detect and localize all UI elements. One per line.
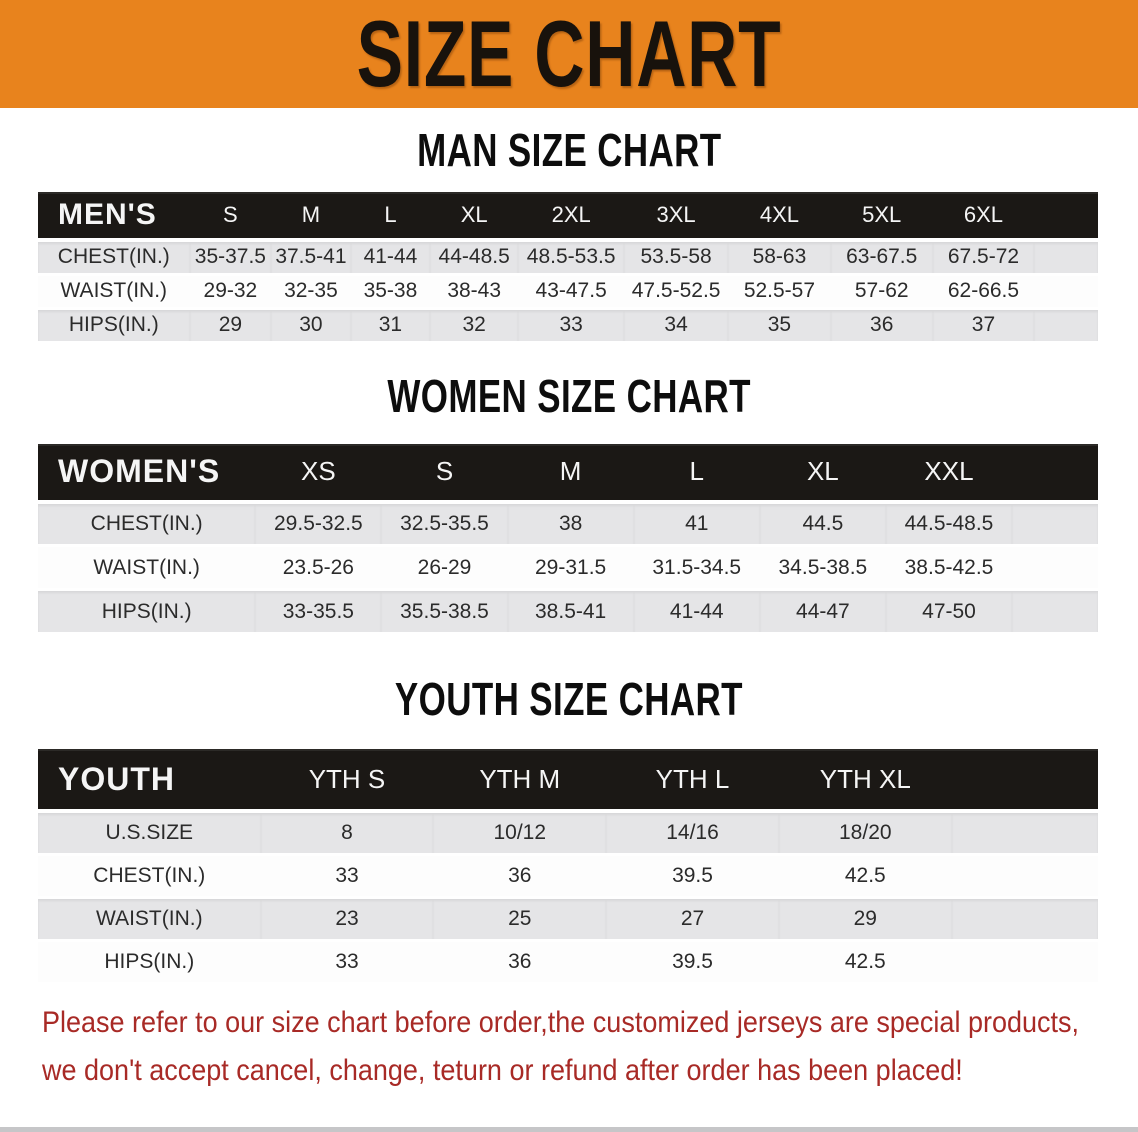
- row-label: WAIST(IN.): [38, 546, 255, 590]
- row-label: CHEST(IN.): [38, 240, 190, 274]
- size-value-cell: 41: [634, 502, 760, 546]
- spacer-cell: [952, 749, 1098, 811]
- women-section-heading: [0, 369, 1138, 422]
- size-value-cell: 31.5-34.5: [634, 546, 760, 590]
- size-value-cell: 32-35: [271, 274, 351, 308]
- spacer-cell: [1012, 590, 1098, 634]
- column-header: 3XL: [624, 192, 728, 240]
- table-row: [38, 854, 1098, 897]
- size-value-cell: 25: [433, 897, 606, 940]
- size-value-cell: 36: [433, 940, 606, 983]
- women-size-table: [38, 444, 1098, 636]
- disclaimer-line-2: [42, 1047, 1138, 1095]
- size-value-cell: 67.5-72: [933, 240, 1035, 274]
- size-value-cell: 29: [190, 308, 272, 342]
- column-header: 6XL: [933, 192, 1035, 240]
- men-section-heading: [0, 126, 1138, 174]
- size-value-cell: 32.5-35.5: [381, 502, 507, 546]
- size-value-cell: 58-63: [728, 240, 831, 274]
- table-row: [38, 590, 1098, 634]
- size-value-cell: 41-44: [634, 590, 760, 634]
- size-value-cell: 29.5-32.5: [255, 502, 381, 546]
- size-value-cell: 53.5-58: [624, 240, 728, 274]
- banner-title: SIZE CHART: [356, 1, 782, 106]
- size-value-cell: 47-50: [886, 590, 1012, 634]
- size-value-cell: 33: [261, 940, 434, 983]
- size-value-cell: 38.5-41: [508, 590, 634, 634]
- column-header: 5XL: [831, 192, 933, 240]
- size-value-cell: 36: [433, 854, 606, 897]
- spacer-cell: [1012, 502, 1098, 546]
- size-value-cell: 18/20: [779, 811, 952, 854]
- size-value-cell: 43-47.5: [518, 274, 624, 308]
- size-value-cell: 33: [261, 854, 434, 897]
- spacer-cell: [952, 811, 1098, 854]
- size-value-cell: 48.5-53.5: [518, 240, 624, 274]
- size-value-cell: 30: [271, 308, 351, 342]
- size-value-cell: 34: [624, 308, 728, 342]
- youth-header-row: [38, 749, 1098, 811]
- size-value-cell: 29-31.5: [508, 546, 634, 590]
- column-header: XL: [430, 192, 518, 240]
- size-value-cell: 42.5: [779, 854, 952, 897]
- spacer-cell: [1034, 192, 1098, 240]
- size-value-cell: 35.5-38.5: [381, 590, 507, 634]
- disclaimer-line-1: [42, 999, 1138, 1047]
- size-value-cell: 29-32: [190, 274, 272, 308]
- size-value-cell: 62-66.5: [933, 274, 1035, 308]
- size-value-cell: 38.5-42.5: [886, 546, 1012, 590]
- women-heading-text: WOMEN SIZE CHART: [387, 369, 751, 422]
- size-value-cell: 31: [351, 308, 431, 342]
- size-value-cell: 34.5-38.5: [760, 546, 886, 590]
- table-row: [38, 546, 1098, 590]
- row-label: U.S.SIZE: [38, 811, 261, 854]
- size-value-cell: 32: [430, 308, 518, 342]
- row-label: CHEST(IN.): [38, 854, 261, 897]
- size-value-cell: 10/12: [433, 811, 606, 854]
- spacer-cell: [1012, 444, 1098, 502]
- row-label: CHEST(IN.): [38, 502, 255, 546]
- size-value-cell: 35-38: [351, 274, 431, 308]
- table-row: [38, 502, 1098, 546]
- men-heading-text: MAN SIZE CHART: [416, 124, 722, 176]
- size-value-cell: 35-37.5: [190, 240, 272, 274]
- table-row: [38, 240, 1098, 274]
- table-row: [38, 897, 1098, 940]
- row-label: HIPS(IN.): [38, 308, 190, 342]
- size-value-cell: 39.5: [606, 940, 779, 983]
- column-header: YTH M: [433, 749, 606, 811]
- row-label: WAIST(IN.): [38, 274, 190, 308]
- size-value-cell: 42.5: [779, 940, 952, 983]
- size-value-cell: 44.5-48.5: [886, 502, 1012, 546]
- table-row: [38, 811, 1098, 854]
- spacer-cell: [1012, 546, 1098, 590]
- spacer-cell: [952, 940, 1098, 983]
- size-value-cell: 26-29: [381, 546, 507, 590]
- disclaimer: [42, 999, 1138, 1095]
- size-value-cell: 52.5-57: [728, 274, 831, 308]
- disclaimer-text: Please refer to our size chart before order,the customized jerseys are special products,: [42, 1005, 1080, 1039]
- size-value-cell: 44.5: [760, 502, 886, 546]
- column-header: M: [508, 444, 634, 502]
- disclaimer-text: we don't accept cancel, change, teturn or refund after order has been placed!: [42, 1053, 963, 1087]
- size-value-cell: 41-44: [351, 240, 431, 274]
- column-header: 2XL: [518, 192, 624, 240]
- column-header: XL: [760, 444, 886, 502]
- size-value-cell: 37: [933, 308, 1035, 342]
- men-size-table: [38, 192, 1098, 344]
- size-value-cell: 29: [779, 897, 952, 940]
- size-value-cell: 47.5-52.5: [624, 274, 728, 308]
- youth-size-table: [38, 749, 1098, 985]
- size-value-cell: 23: [261, 897, 434, 940]
- women-table-label: WOMEN'S: [38, 444, 255, 502]
- size-value-cell: 44-48.5: [430, 240, 518, 274]
- spacer-cell: [1034, 308, 1098, 342]
- column-header: S: [190, 192, 272, 240]
- table-row: [38, 308, 1098, 342]
- youth-heading-text: YOUTH SIZE CHART: [395, 673, 743, 725]
- column-header: XS: [255, 444, 381, 502]
- size-value-cell: 23.5-26: [255, 546, 381, 590]
- women-header-row: [38, 444, 1098, 502]
- size-value-cell: 38-43: [430, 274, 518, 308]
- table-row: [38, 940, 1098, 983]
- size-value-cell: 33: [518, 308, 624, 342]
- size-value-cell: 35: [728, 308, 831, 342]
- table-row: [38, 274, 1098, 308]
- size-value-cell: 33-35.5: [255, 590, 381, 634]
- size-value-cell: 27: [606, 897, 779, 940]
- spacer-cell: [952, 854, 1098, 897]
- size-value-cell: 14/16: [606, 811, 779, 854]
- column-header: M: [271, 192, 351, 240]
- men-header-row: [38, 192, 1098, 240]
- column-header: YTH S: [261, 749, 434, 811]
- column-header: YTH XL: [779, 749, 952, 811]
- column-header: 4XL: [728, 192, 831, 240]
- column-header: XXL: [886, 444, 1012, 502]
- size-chart-banner: [0, 0, 1138, 108]
- bottom-edge-divider: [0, 1127, 1138, 1132]
- column-header: S: [381, 444, 507, 502]
- column-header: L: [634, 444, 760, 502]
- size-value-cell: 36: [831, 308, 933, 342]
- spacer-cell: [1034, 274, 1098, 308]
- column-header: YTH L: [606, 749, 779, 811]
- column-header: L: [351, 192, 431, 240]
- size-value-cell: 8: [261, 811, 434, 854]
- size-value-cell: 37.5-41: [271, 240, 351, 274]
- spacer-cell: [1034, 240, 1098, 274]
- row-label: HIPS(IN.): [38, 940, 261, 983]
- youth-section-heading: [0, 675, 1138, 723]
- size-value-cell: 63-67.5: [831, 240, 933, 274]
- size-value-cell: 39.5: [606, 854, 779, 897]
- size-value-cell: 44-47: [760, 590, 886, 634]
- spacer-cell: [952, 897, 1098, 940]
- size-value-cell: 57-62: [831, 274, 933, 308]
- men-table-label: MEN'S: [38, 192, 190, 240]
- youth-table-label: YOUTH: [38, 749, 261, 811]
- row-label: WAIST(IN.): [38, 897, 261, 940]
- row-label: HIPS(IN.): [38, 590, 255, 634]
- size-value-cell: 38: [508, 502, 634, 546]
